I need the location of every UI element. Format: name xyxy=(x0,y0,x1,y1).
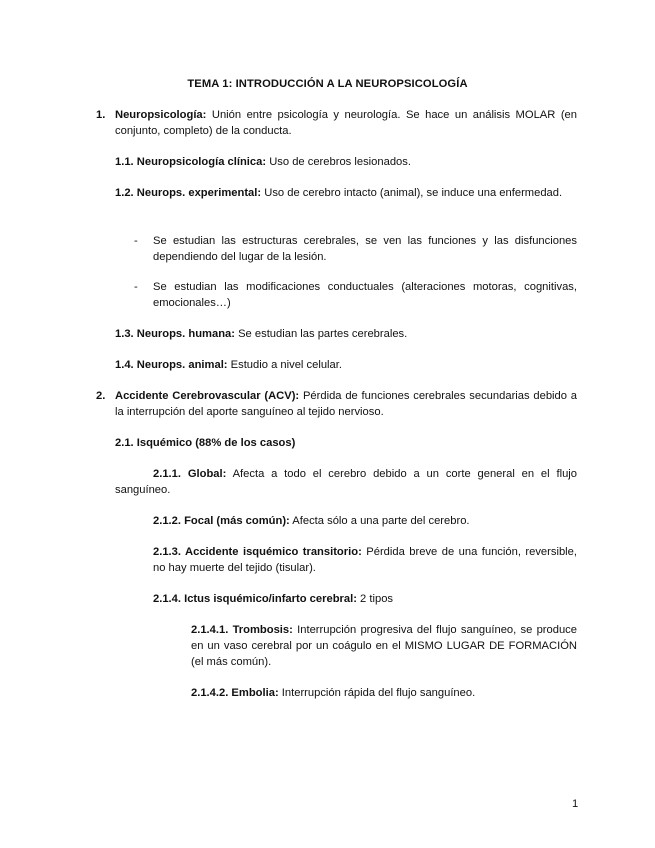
subsection-heading: 2.1.3. Accidente isquémico transitorio: xyxy=(153,546,362,558)
subsection-heading: 2.1.1. Global: xyxy=(153,468,227,480)
subsection-2-1 xyxy=(115,435,577,451)
subsection-heading: 2.1.4. Ictus isquémico/infarto cerebral: xyxy=(153,593,357,605)
subsection-2-1-2 xyxy=(153,513,577,529)
subsection-1-4 xyxy=(115,357,577,373)
subsection-heading: 1.3. Neurops. humana: xyxy=(115,328,235,340)
section-number: 2. xyxy=(96,390,106,402)
subsection-1-1 xyxy=(115,154,577,170)
subsection-heading: 2.1.2. Focal (más común): xyxy=(153,515,290,527)
section-2-paragraph xyxy=(115,388,577,420)
section-number: 1. xyxy=(96,109,106,121)
section-heading: Accidente Cerebrovascular (ACV): xyxy=(115,390,300,402)
subsection-text: Pérdida breve de una función, reversible, no hay muerte del tejido (tisular). xyxy=(153,546,577,574)
subsection-text: Se estudian las partes cerebrales. xyxy=(238,328,408,340)
subsection-heading: 1.1. Neuropsicología clínica: xyxy=(115,156,267,168)
subsection-heading: 2.1.4.2. Embolia: xyxy=(191,687,279,699)
subsection-2-1-4-2 xyxy=(191,685,577,701)
subsection-heading: 2.1.4.1. Trombosis: xyxy=(191,624,293,636)
subsection-2-1-3 xyxy=(153,544,577,576)
document-title: TEMA 1: INTRODUCCIÓN A LA NEUROPSICOLOGÍA xyxy=(187,78,468,90)
subsection-text: Estudio a nivel celular. xyxy=(230,359,342,371)
subsection-2-1-1 xyxy=(115,466,577,498)
subsection-heading: 1.4. Neurops. animal: xyxy=(115,359,228,371)
subsection-1-2 xyxy=(115,185,577,201)
subsection-text: Uso de cerebros lesionados. xyxy=(269,156,411,168)
bullet-item: Se estudian las estructuras cerebrales, se ven las funciones y las disfunciones dependiendo del lugar de la lesión. xyxy=(153,235,577,263)
section-text: Unión entre psicología y neurología. Se hace un análisis MOLAR (en conjunto, completo) de la conducta. xyxy=(115,109,577,137)
section-text: Pérdida de funciones cerebrales secundarias debido a la interrupción del aporte sanguíneo al tejido nervioso. xyxy=(115,390,578,418)
subsection-2-1-4-1 xyxy=(191,622,577,670)
subsection-heading: 2.1. Isquémico (88% de los casos) xyxy=(115,437,296,449)
page-number: 1 xyxy=(572,798,579,810)
section-heading: Neuropsicología: xyxy=(115,109,207,121)
section-1-paragraph xyxy=(115,107,577,139)
subsection-text: Uso de cerebro intacto (animal), se induce una enfermedad. xyxy=(264,187,563,199)
bullet-marker: - xyxy=(134,281,138,293)
subsection-text: Interrupción progresiva del flujo sanguíneo, se produce en un vaso cerebral por un coágulo en el MISMO LUGAR DE FORMACIÓN (el más común). xyxy=(191,624,577,668)
bullet-marker: - xyxy=(134,235,138,247)
bullet-item: Se estudian las modificaciones conductuales (alteraciones motoras, cognitivas, emocionales…) xyxy=(153,281,577,309)
subsection-2-1-4 xyxy=(153,591,577,607)
subsection-1-3 xyxy=(115,326,577,342)
subsection-text: Afecta a todo el cerebro debido a un corte general en el flujo sanguíneo. xyxy=(115,468,577,496)
subsection-text: Interrupción rápida del flujo sanguíneo. xyxy=(281,687,476,699)
subsection-text: 2 tipos xyxy=(360,593,394,605)
subsection-heading: 1.2. Neurops. experimental: xyxy=(115,187,262,199)
subsection-text: Afecta sólo a una parte del cerebro. xyxy=(292,515,470,527)
